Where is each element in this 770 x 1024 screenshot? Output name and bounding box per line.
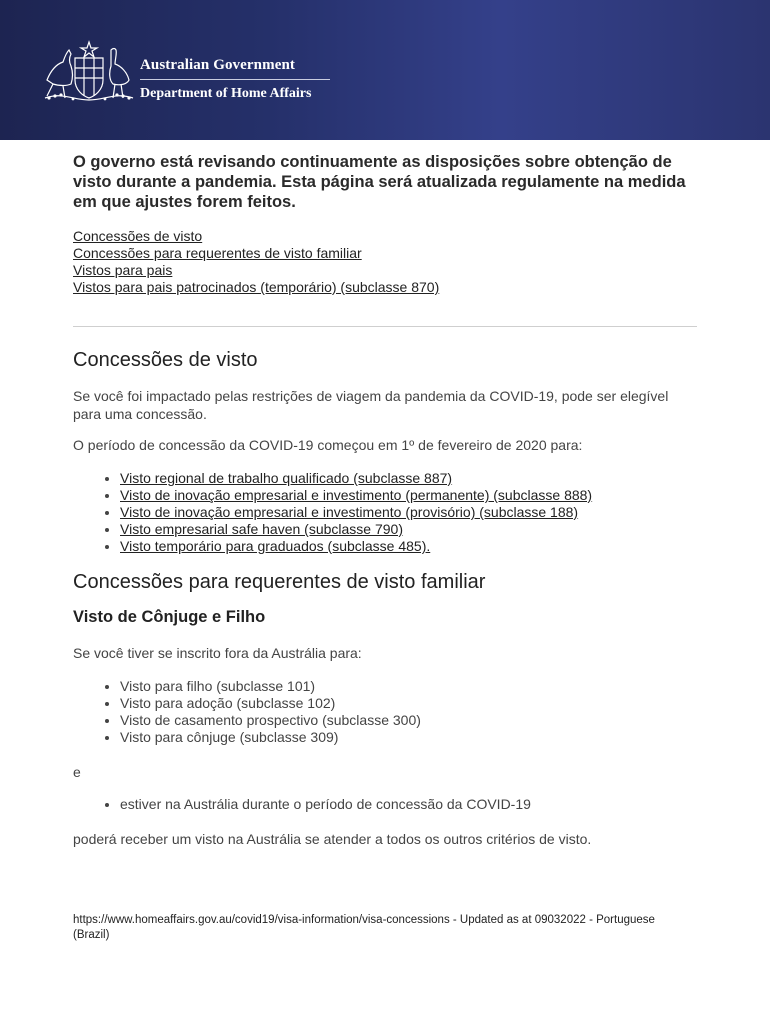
list-item: • Visto para cônjuge (subclasse 309) [120,729,698,746]
section-heading-family-visa: Concessões para requerentes de visto familiar [73,571,486,593]
table-of-contents [73,228,698,296]
government-title: Australian Government [140,57,296,73]
section2-paragraph-1: Se você tiver se inscrito fora da Austrália para: [73,645,362,661]
list-item: • Visto para filho (subclasse 101) [120,678,698,695]
visa-link-485[interactable]: Visto temporário para graduados (subclasse 485). [120,538,431,554]
toc-link-sponsored-parent-visa[interactable]: Vistos para pais patrocinados (temporário) (subclasse 870) [73,279,440,295]
list-item [120,487,698,504]
coat-of-arms-icon [43,40,135,104]
list-item: • Visto para adoção (subclasse 102) [120,695,698,712]
visa-link-790[interactable]: Visto empresarial safe haven (subclasse 790) [120,521,404,537]
list-item: • Visto de casamento prospectivo (subclasse 300) [120,712,698,729]
list-item [120,538,698,555]
visa-link-888[interactable]: Visto de inovação empresarial e investimento (permanente) (subclasse 888) [120,487,593,503]
section1-paragraph-2: O período de concessão da COVID-19 começou em 1º de fevereiro de 2020 para: [73,437,583,453]
toc-link-parent-visas[interactable]: Vistos para pais [73,262,173,278]
family-visa-list [73,678,698,746]
toc-link-visa-concessions[interactable]: Concessões de visto [73,228,203,244]
visa-link-887[interactable]: Visto regional de trabalho qualificado (subclasse 887) [120,470,453,486]
main-content [73,152,698,848]
list-item [120,504,698,521]
list-item [120,521,698,538]
section-divider [73,326,697,327]
visa-concession-list [73,470,698,555]
condition-list [73,796,698,813]
section1-paragraph-1: Se você foi impactado pelas restrições de viagem da pandemia da COVID-19, pode ser elegível para uma concessão. [73,388,669,422]
list-item: • estiver na Austrália durante o período de concessão da COVID-19 [120,796,698,813]
section-heading-visa-concessions: Concessões de visto [73,349,258,371]
toc-link-family-visa[interactable]: Concessões para requerentes de visto familiar [73,245,362,261]
header-banner [0,0,770,140]
section2-paragraph-2: poderá receber um visto na Austrália se atender a todos os outros critérios de visto. [73,831,592,847]
page-footer: https://www.homeaffairs.gov.au/covid19/visa-information/visa-concessions - Updated as at 09032022 - Portuguese (Brazil) [73,914,655,941]
subheading-spouse-child: Visto de Cônjuge e Filho [73,608,266,626]
visa-link-188[interactable]: Visto de inovação empresarial e investimento (provisório) (subclasse 188) [120,504,579,520]
department-title: Department of Home Affairs [140,86,312,101]
intro-paragraph: O governo está revisando continuamente as disposições sobre obtenção de visto durante a pandemia. Esta página será atualizada regulamente na medida em que ajustes forem feitos. [73,153,686,211]
list-item [120,470,698,487]
conjunction-text: e [73,764,81,780]
header-rule [140,79,330,80]
